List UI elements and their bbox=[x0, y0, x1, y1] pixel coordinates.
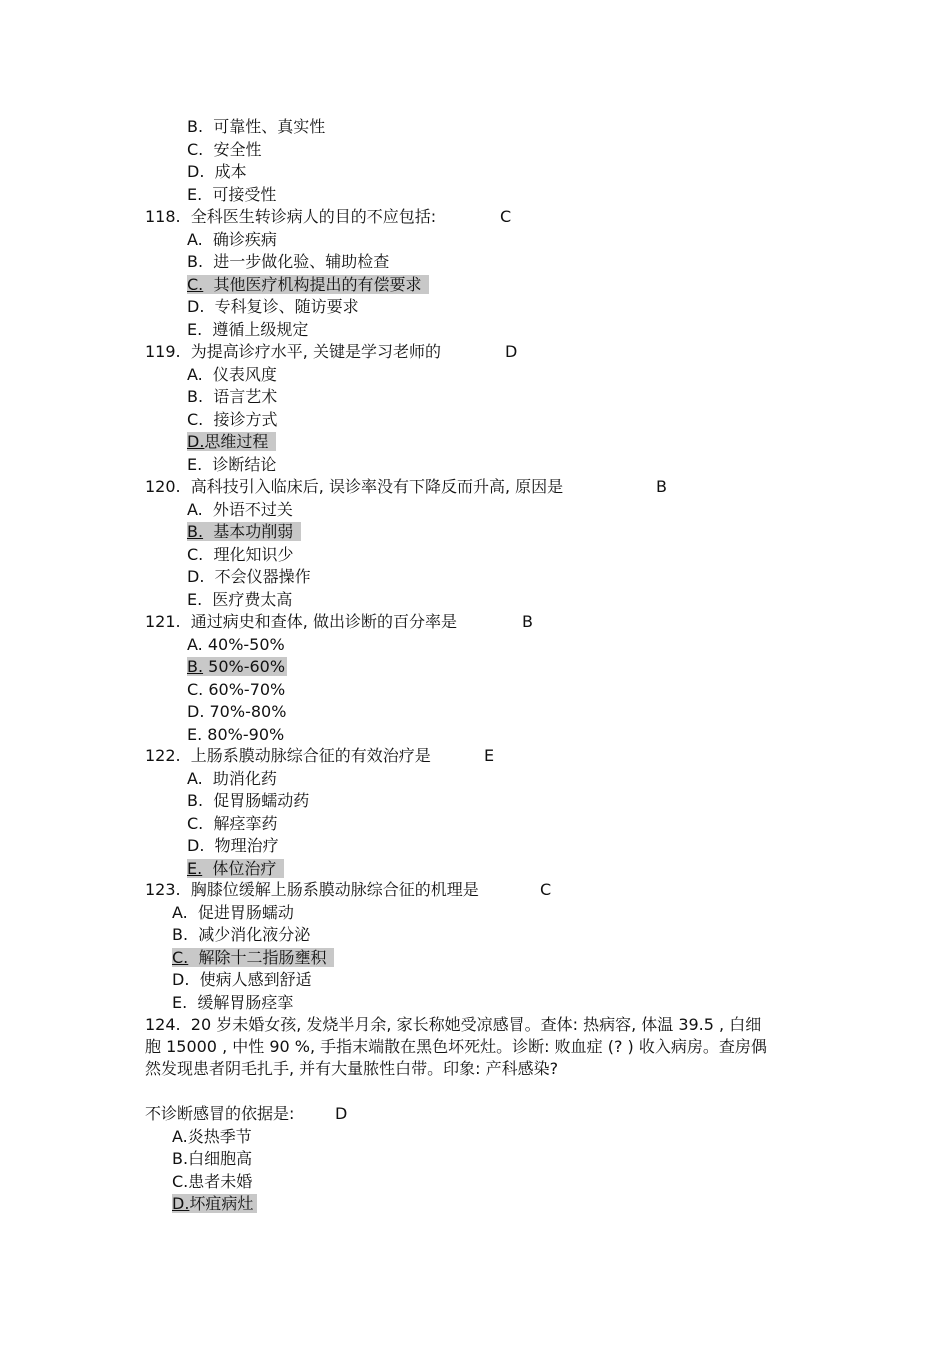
answer-122: E bbox=[484, 746, 495, 765]
highlight-correct: B. 50%-60% bbox=[187, 657, 286, 676]
option-118-a: A. 确诊疾病 bbox=[187, 230, 277, 249]
question-118: 118. 全科医生转诊病人的目的不应包括: C bbox=[145, 207, 512, 226]
option-120-e: E. 医疗费太高 bbox=[187, 590, 293, 609]
option-119-a: A. 仪表风度 bbox=[187, 365, 277, 384]
question-119: 119. 为提高诊疗水平, 关键是学习老师的 D bbox=[145, 342, 518, 361]
highlight-correct: C. 其他医疗机构提出的有偿要求 bbox=[187, 275, 429, 294]
option-123-e: E. 缓解胃肠痉挛 bbox=[172, 993, 294, 1012]
answer-124: D bbox=[335, 1104, 348, 1123]
option-122-a: A. 助消化药 bbox=[187, 769, 277, 788]
option-119-c: C. 接诊方式 bbox=[187, 410, 278, 429]
option-118-c bbox=[187, 274, 429, 296]
highlight-correct: E. 体位治疗 bbox=[187, 859, 284, 878]
option-124-b: B.白细胞高 bbox=[172, 1149, 253, 1168]
option-122-c: C. 解痉挛药 bbox=[187, 814, 278, 833]
question-121: 121. 通过病史和查体, 做出诊断的百分率是 B bbox=[145, 612, 533, 631]
highlight-correct: D.思维过程 bbox=[187, 432, 276, 451]
answer-123: C bbox=[540, 880, 552, 899]
option-120-b bbox=[187, 521, 301, 543]
option-120-a: A. 外语不过关 bbox=[187, 500, 293, 519]
option-117-b: B. 可靠性、真实性 bbox=[187, 117, 326, 136]
option-123-d: D. 使病人感到舒适 bbox=[172, 970, 312, 989]
option-124-d bbox=[172, 1193, 257, 1215]
option-118-b: B. 进一步做化验、辅助检查 bbox=[187, 252, 390, 271]
answer-120: B bbox=[656, 477, 667, 496]
question-122: 122. 上肠系膜动脉综合征的有效治疗是 E bbox=[145, 746, 495, 765]
question-123: 123. 胸膝位缓解上肠系膜动脉综合征的机理是 C bbox=[145, 880, 552, 899]
option-120-c: C. 理化知识少 bbox=[187, 545, 294, 564]
option-119-e: E. 诊断结论 bbox=[187, 455, 277, 474]
option-122-b: B. 促胃肠蠕动药 bbox=[187, 791, 310, 810]
option-117-d: D. 成本 bbox=[187, 162, 247, 181]
option-117-e: E. 可接受性 bbox=[187, 185, 277, 204]
option-118-d: D. 专科复诊、随访要求 bbox=[187, 297, 359, 316]
option-123-b: B. 减少消化液分泌 bbox=[172, 925, 311, 944]
option-121-e: E. 80%-90% bbox=[187, 725, 285, 744]
option-118-e: E. 遵循上级规定 bbox=[187, 320, 309, 339]
highlight-correct: C. 解除十二指肠壅积 bbox=[172, 948, 334, 967]
option-121-a: A. 40%-50% bbox=[187, 635, 285, 654]
answer-119: D bbox=[505, 342, 518, 361]
option-120-d: D. 不会仪器操作 bbox=[187, 567, 311, 586]
question-124-case: 124. 20 岁未婚女孩, 发烧半月余, 家长称她受凉感冒。查体: 热病容, 体温 39.5 , 白细胞 15000 , 中性 90 %, 手指末端散在黑色坏死灶。诊断: 败血症 (? ) 收入病房。查房偶然发现患者阴毛扎手, 并有大量脓性白带。印象: 产科感染? bbox=[145, 1015, 767, 1078]
option-123-c bbox=[172, 947, 334, 969]
option-124-c: C.患者未婚 bbox=[172, 1172, 253, 1191]
option-121-c: C. 60%-70% bbox=[187, 680, 286, 699]
option-117-c: C. 安全性 bbox=[187, 140, 262, 159]
option-122-e bbox=[187, 858, 284, 880]
highlight-correct: D.坏疽病灶 bbox=[172, 1194, 257, 1213]
option-119-d bbox=[187, 431, 276, 453]
answer-121: B bbox=[522, 612, 533, 631]
highlight-correct: B. 基本功削弱 bbox=[187, 522, 301, 541]
option-119-b: B. 语言艺术 bbox=[187, 387, 278, 406]
option-121-b bbox=[187, 656, 287, 678]
option-122-d: D. 物理治疗 bbox=[187, 836, 279, 855]
question-124: 不诊断感冒的依据是: D bbox=[145, 1104, 348, 1123]
option-121-d: D. 70%-80% bbox=[187, 702, 287, 721]
option-123-a: A. 促进胃肠蠕动 bbox=[172, 903, 294, 922]
answer-118: C bbox=[500, 207, 512, 226]
question-120: 120. 高科技引入临床后, 误诊率没有下降反而升高, 原因是 B bbox=[145, 477, 667, 496]
option-124-a: A.炎热季节 bbox=[172, 1127, 252, 1146]
